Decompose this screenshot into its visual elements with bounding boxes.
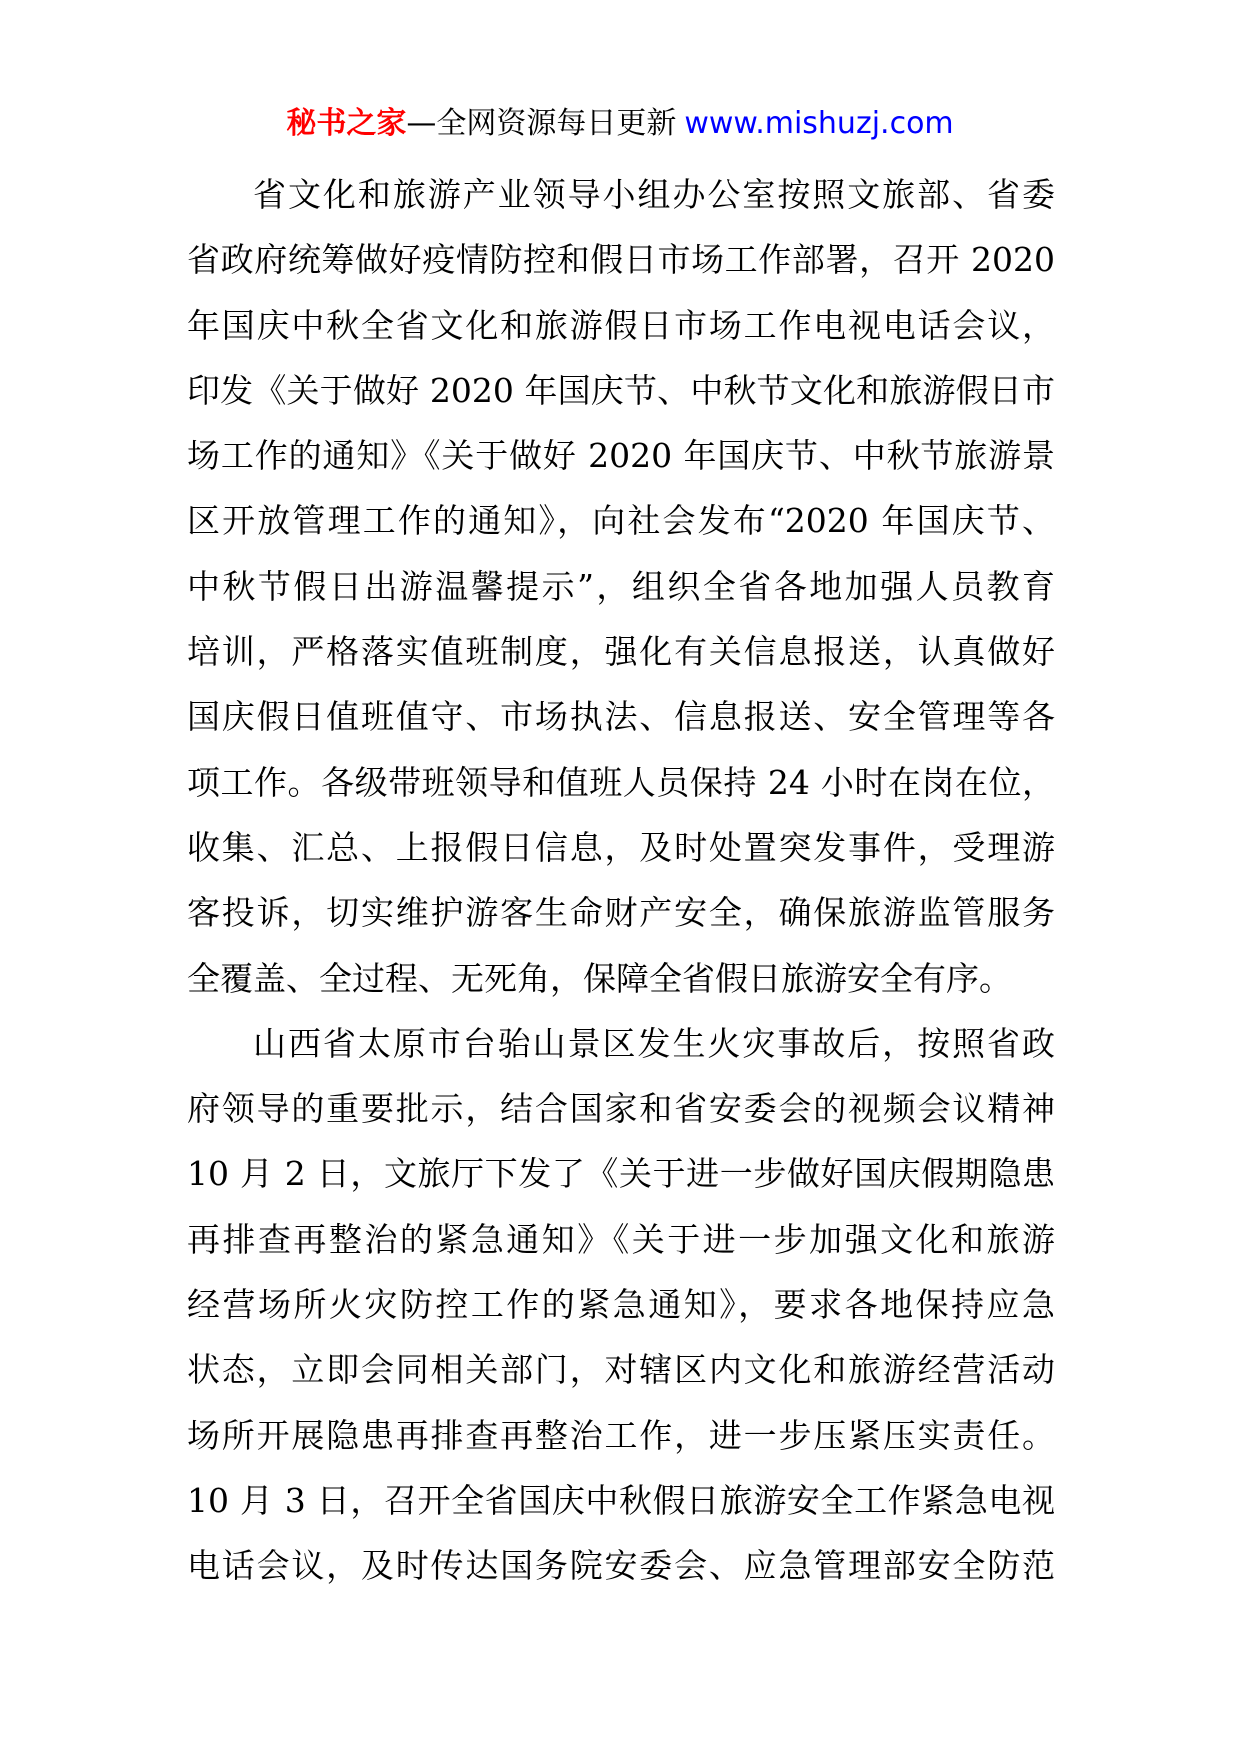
document-body <box>187 162 1055 1599</box>
paragraph-1-line: 省文化和旅游产业领导小组办公室按照文旅部、省委 <box>253 175 1055 214</box>
paragraph-1-line: 培训，严格落实值班制度，强化有关信息报送，认真做好 <box>187 632 1055 672</box>
page-header <box>0 104 1240 144</box>
paragraph-1-line: 客投诉，切实维护游客生命财产安全，确保旅游监管服务 <box>187 893 1055 933</box>
paragraph-1-line: 全覆盖、全过程、无死角，保障全省假日旅游安全有序。 <box>187 958 1012 998</box>
paragraph-2-line: 10 月 2 日，文旅厅下发了《关于进一步做好国庆假期隐患 <box>187 1154 1055 1194</box>
paragraph-1-line: 印发《关于做好 2020 年国庆节、中秋节文化和旅游假日市 <box>187 370 1055 410</box>
paragraph-1-line: 收集、汇总、上报假日信息，及时处置突发事件，受理游 <box>187 827 1055 867</box>
paragraph-1-line: 省政府统筹做好疫情防控和假日市场工作部署，召开 2020 <box>187 240 1055 280</box>
paragraph-1-line: 项工作。各级带班领导和值班人员保持 24 小时在岗在位， <box>187 762 1055 802</box>
paragraph-2-line: 10 月 3 日，召开全省国庆中秋假日旅游安全工作紧急电视 <box>187 1480 1055 1520</box>
paragraph-1-line: 场工作的通知》《关于做好 2020 年国庆节、中秋节旅游景 <box>187 436 1055 476</box>
header-site-link[interactable]: www.mishuzj.com <box>684 106 954 141</box>
paragraph-1-line: 中秋节假日出游温馨提示”，组织全省各地加强人员教育 <box>187 566 1055 606</box>
paragraph-2-line: 状态，立即会同相关部门，对辖区内文化和旅游经营活动 <box>187 1350 1055 1390</box>
paragraph-2-line: 府领导的重要批示，结合国家和省安委会的视频会议精神 <box>187 1089 1055 1129</box>
paragraph-1-line: 国庆假日值班值守、市场执法、信息报送、安全管理等各 <box>187 697 1055 737</box>
paragraph-2-line: 电话会议，及时传达国务院安委会、应急管理部安全防范 <box>187 1546 1055 1586</box>
paragraph-2-line: 山西省太原市台骀山景区发生火灾事故后，按照省政 <box>253 1023 1055 1063</box>
paragraph-2-line: 经营场所火灾防控工作的紧急通知》，要求各地保持应急 <box>187 1285 1055 1325</box>
header-brand: 秘书之家 <box>286 106 407 141</box>
paragraph-1-line: 区开放管理工作的通知》，向社会发布“2020 年国庆节、 <box>187 501 1055 541</box>
paragraph-1-line: 年国庆中秋全省文化和旅游假日市场工作电视电话会议， <box>187 305 1055 345</box>
paragraph-2-line: 场所开展隐患再排查再整治工作，进一步压紧压实责任。 <box>187 1415 1055 1455</box>
header-slogan: —全网资源每日更新 <box>406 106 677 141</box>
paragraph-2-line: 再排查再整治的紧急通知》《关于进一步加强文化和旅游 <box>187 1219 1055 1259</box>
